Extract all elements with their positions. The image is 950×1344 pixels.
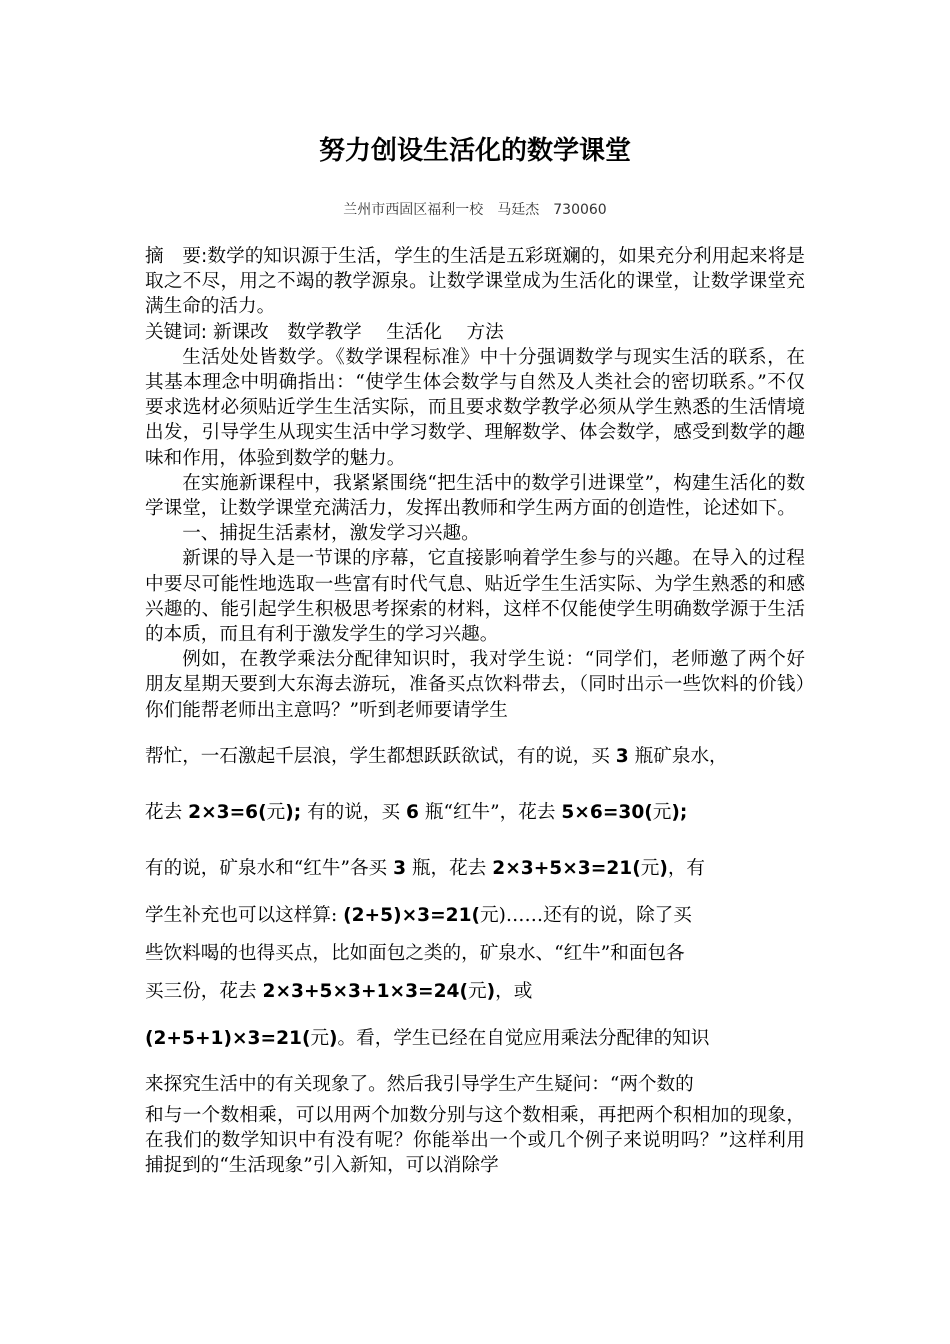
paragraph-3: 新课的导入是一节课的序幕，它直接影响着学生参与的兴趣。在导入的过程中要尽可能性地选取一些富有时代气息、贴近学生生活实际、为学生熟悉的和感兴趣的、能引起学生积极思考探索的材料，这样不仅能使学生明确数学源于生活的本质，而且有利于激发学生的学习兴趣。	[145, 548, 805, 646]
example-line: (2+5+1)×3=21(元)。看，学生已经在自觉应用乘法分配律的知识	[145, 1027, 710, 1049]
paragraph-5: 和与一个数相乘，可以用两个加数分别与这个数相乘，再把两个积相加的现象，在我们的数学知识中有没有呢？你能举出一个或几个例子来说明吗？”这样利用捕捉到的“生活现象”引入新知，可以消除学	[145, 1104, 805, 1177]
paragraph-2: 在实施新课程中，我紧紧围绕“把生活中的数学引进课堂”，构建生活化的数学课堂，让数学课堂充满活力，发挥出教师和学生两方面的创造性，论述如下。	[145, 472, 805, 520]
author-line: 兰州市西固区福利一校 马廷杰 730060	[343, 202, 607, 218]
example-line: 花去 2×3=6(元); 有的说，买 6 瓶“红牛”，花去 5×6=30(元);	[145, 801, 688, 823]
example-line: 有的说，矿泉水和“红牛”各买 3 瓶，花去 2×3+5×3=21(元)，有	[145, 857, 706, 879]
keywords-label: 关键词:	[145, 321, 208, 343]
document-body	[145, 244, 805, 1178]
example-block	[145, 729, 805, 1103]
abstract-label: 摘 要:	[145, 246, 208, 267]
example-line: 帮忙，一石激起千层浪，学生都想跃跃欲试，有的说，买 3 瓶矿泉水，	[145, 745, 728, 767]
section-heading-1: 一、捕捉生活素材，激发学习兴趣。	[182, 523, 480, 545]
abstract	[145, 244, 805, 320]
keywords-text: 新课改 数学教学 生活化 方法	[212, 321, 504, 343]
abstract-text: 数学的知识源于生活，学生的生活是五彩斑斓的，如果充分利用起来将是取之不尽，用之不竭的教学源泉。让数学课堂成为生活化的课堂，让数学课堂充满生命的活力。	[145, 246, 805, 318]
keywords	[145, 320, 805, 345]
example-line: 来探究生活中的有关现象了。然后我引导学生产生疑问：“两个数的	[145, 1073, 694, 1095]
paragraph-4: 例如，在教学乘法分配律知识时，我对学生说：“同学们，老师邀了两个好朋友星期天要到大东海去游玩，准备买点饮料带去，（同时出示一些饮料的价钱）你们能帮老师出主意吗？”听到老师要请学生	[145, 649, 805, 721]
example-line: 买三份，花去 2×3+5×3+1×3=24(元)，或	[145, 980, 533, 1002]
example-line: 学生补充也可以这样算: (2+5)×3=21(元)……还有的说，除了买	[145, 904, 692, 926]
paragraph-1: 生活处处皆数学。《数学课程标准》中十分强调数学与现实生活的联系，在其基本理念中明确指出：“使学生体会数学与自然及人类社会的密切联系。”不仅要求选材必须贴近学生生活实际，而且要求数学教学必须从学生熟悉的生活情境出发，引导学生从现实生活中学习数学、理解数学、体会数学，感受到数学的趣味和作用，体验到数学的魅力。	[145, 346, 805, 469]
example-line: 些饮料喝的也得买点，比如面包之类的，矿泉水、“红牛”和面包各	[145, 942, 685, 964]
document-title: 努力创设生活化的数学课堂	[318, 136, 631, 166]
